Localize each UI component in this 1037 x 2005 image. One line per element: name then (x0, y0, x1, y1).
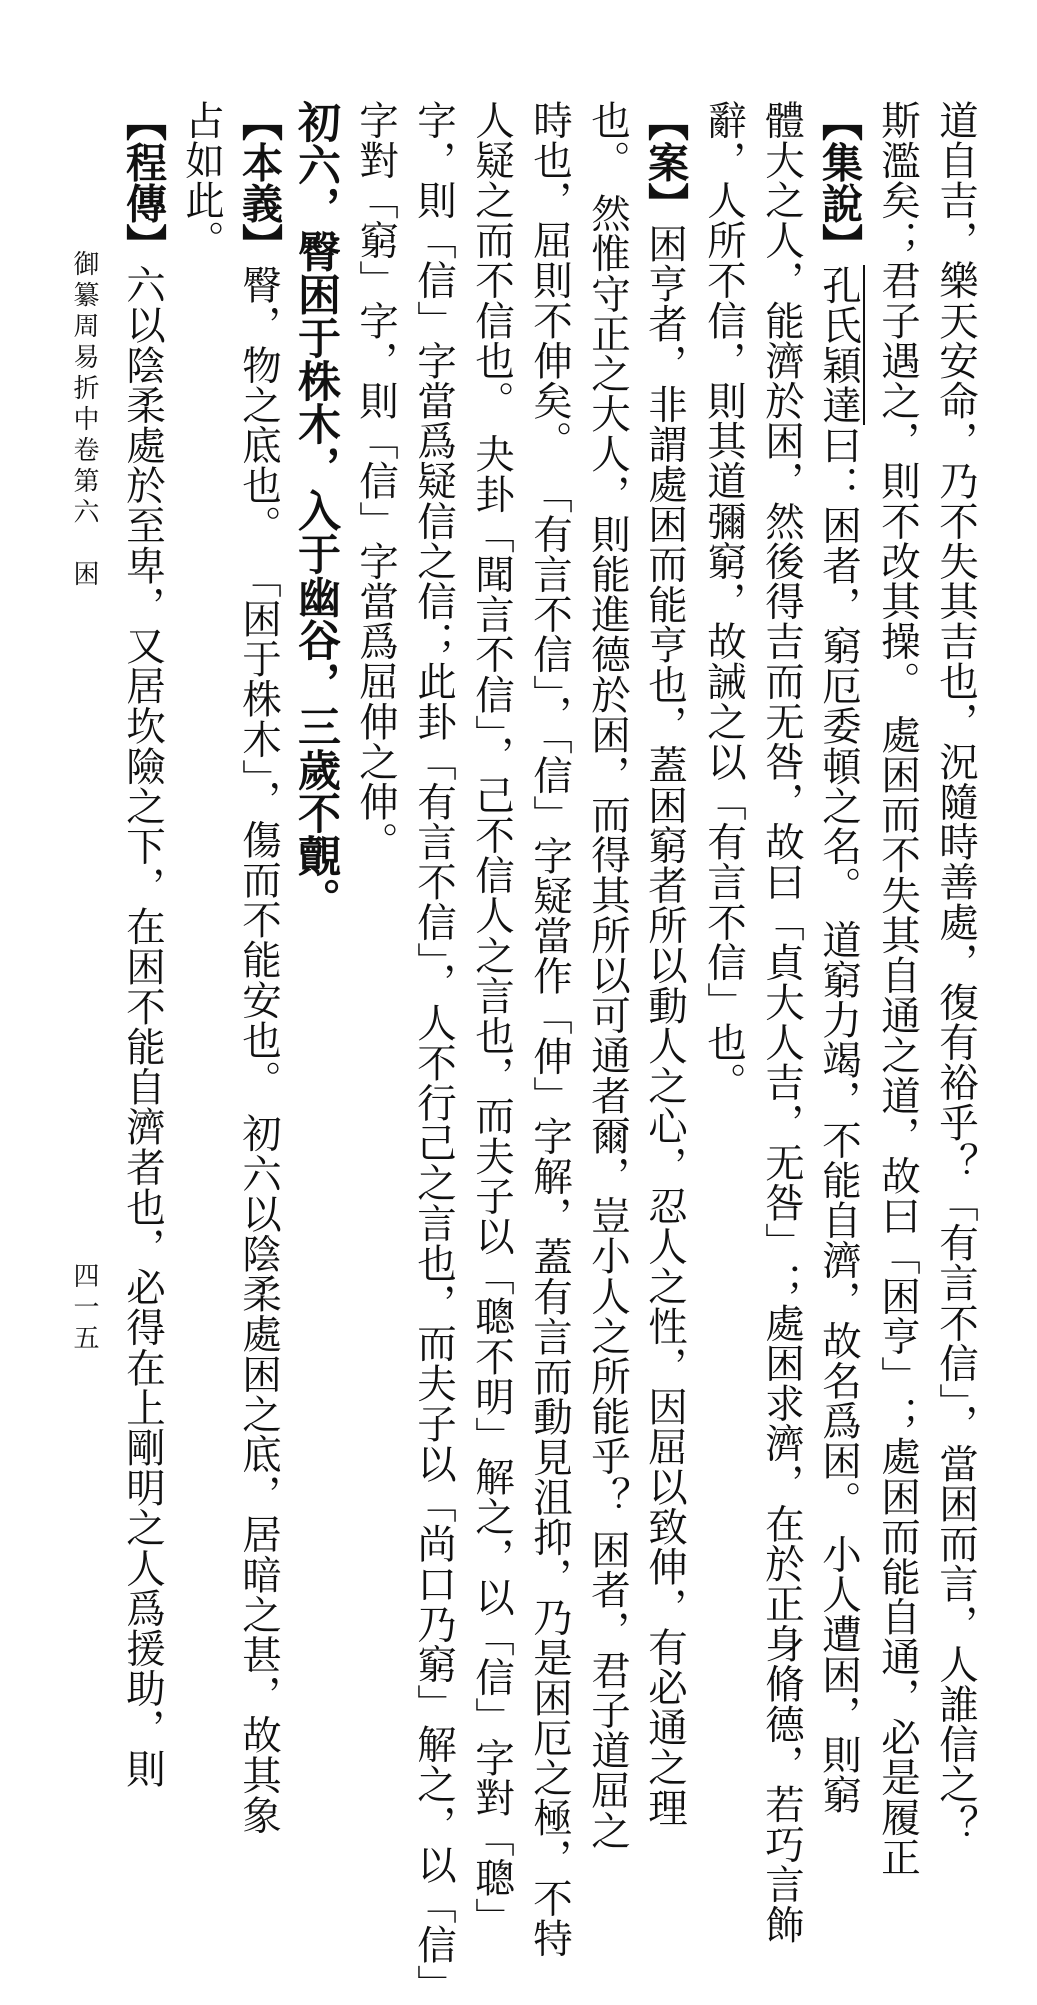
page-number-text: 四一五 (69, 1262, 99, 1355)
column-text: 道自吉，樂天安命，乃不失其吉也，況隨時善處，復有裕乎？「有言不信」，當困而言，人誰信之？ (933, 100, 979, 1845)
running-title-text: 御纂周易折中卷第六 困 (69, 250, 99, 591)
text-column-13 (235, 100, 283, 1836)
section-label-jishuo: 【集說】 (815, 100, 863, 265)
column-text: 字對「窮」字，則「信」字當爲屈伸之伸。 (353, 100, 399, 862)
text-column-1 (933, 100, 979, 1845)
text-column-5 (701, 100, 747, 1103)
column-text: 占如此。 (179, 100, 225, 261)
column-text: 六以陰柔處於至卑，又居坎險之下，在困不能自濟者也，必得在上剛明之人爲援助，則 (120, 264, 166, 1789)
section-label-chengzhuan: 【程傳】 (119, 100, 167, 265)
text-column-15 (119, 100, 167, 1789)
page-number (71, 1262, 97, 1355)
text-column-14 (179, 100, 225, 261)
text-column-4 (759, 100, 805, 1945)
column-text: 也。 然惟守正之大人，則能進德於困，而得其所以可通者爾，豈小人之所能乎？ 困者，君子道屈之 (585, 100, 631, 1851)
column-text: 曰：困者，窮厄委頓之名。 道窮力竭，不能自濟，故名爲困。 小人遭困，則窮 (816, 425, 862, 1815)
section-label-an: 【案】 (641, 100, 689, 224)
column-text: 困亨者，非謂處困而能亨也，蓋困窮者所以動人之心，忍人之性，因屈以致伸，有必通之理 (642, 223, 688, 1828)
yao-line: 初六，臀困于株木，入于幽谷，三歲不覿。 (291, 100, 341, 921)
text-column-6 (641, 100, 689, 1828)
column-text: 臀，物之底也。 「困于株木」，傷而不能安也。 初六以陰柔處困之底，居暗之甚，故其象 (236, 264, 282, 1836)
text-column-9 (469, 100, 515, 1939)
column-text: 辭，人所不信，則其道彌窮，故誡之以「有言不信」也。 (701, 100, 747, 1103)
text-column-10 (411, 100, 457, 2005)
column-text: 斯濫矣；君子遇之，則不改其操。 處困而不失其自通之道，故曰「困亨」；處困而能自通，必是履正 (875, 100, 921, 1878)
text-column-2 (875, 100, 921, 1878)
column-text: 時也，屈則不伸矣。 「有言不信」，「信」字疑當作「伸」字解，蓋有言而動見沮抑，乃是困厄之極，不特 (527, 100, 573, 1959)
text-column-7 (585, 100, 631, 1851)
text-column-12-yao (291, 100, 341, 921)
column-text: 字，則「信」字當爲疑信之信；此卦「有言不信」，人不行己之言也，而夫子以「尚口乃窮」解之，以「信」 (411, 100, 457, 2005)
section-label-benyi: 【本義】 (235, 100, 283, 265)
text-column-3 (815, 100, 863, 1815)
text-column-8 (527, 100, 573, 1959)
column-text: 人疑之而不信也。 夬卦「聞言不信」，己不信人之言也，而夫子以「聰不明」解之，以「信」字對「聰」 (469, 100, 515, 1939)
person-name: 孔氏穎達 (816, 265, 865, 425)
running-title (71, 250, 97, 591)
column-text: 體大之人，能濟於困，然後得吉而无咎，故曰「貞大人吉，无咎」；處困求濟，在於正身脩德，若巧言飾 (759, 100, 805, 1945)
text-column-11 (353, 100, 399, 862)
